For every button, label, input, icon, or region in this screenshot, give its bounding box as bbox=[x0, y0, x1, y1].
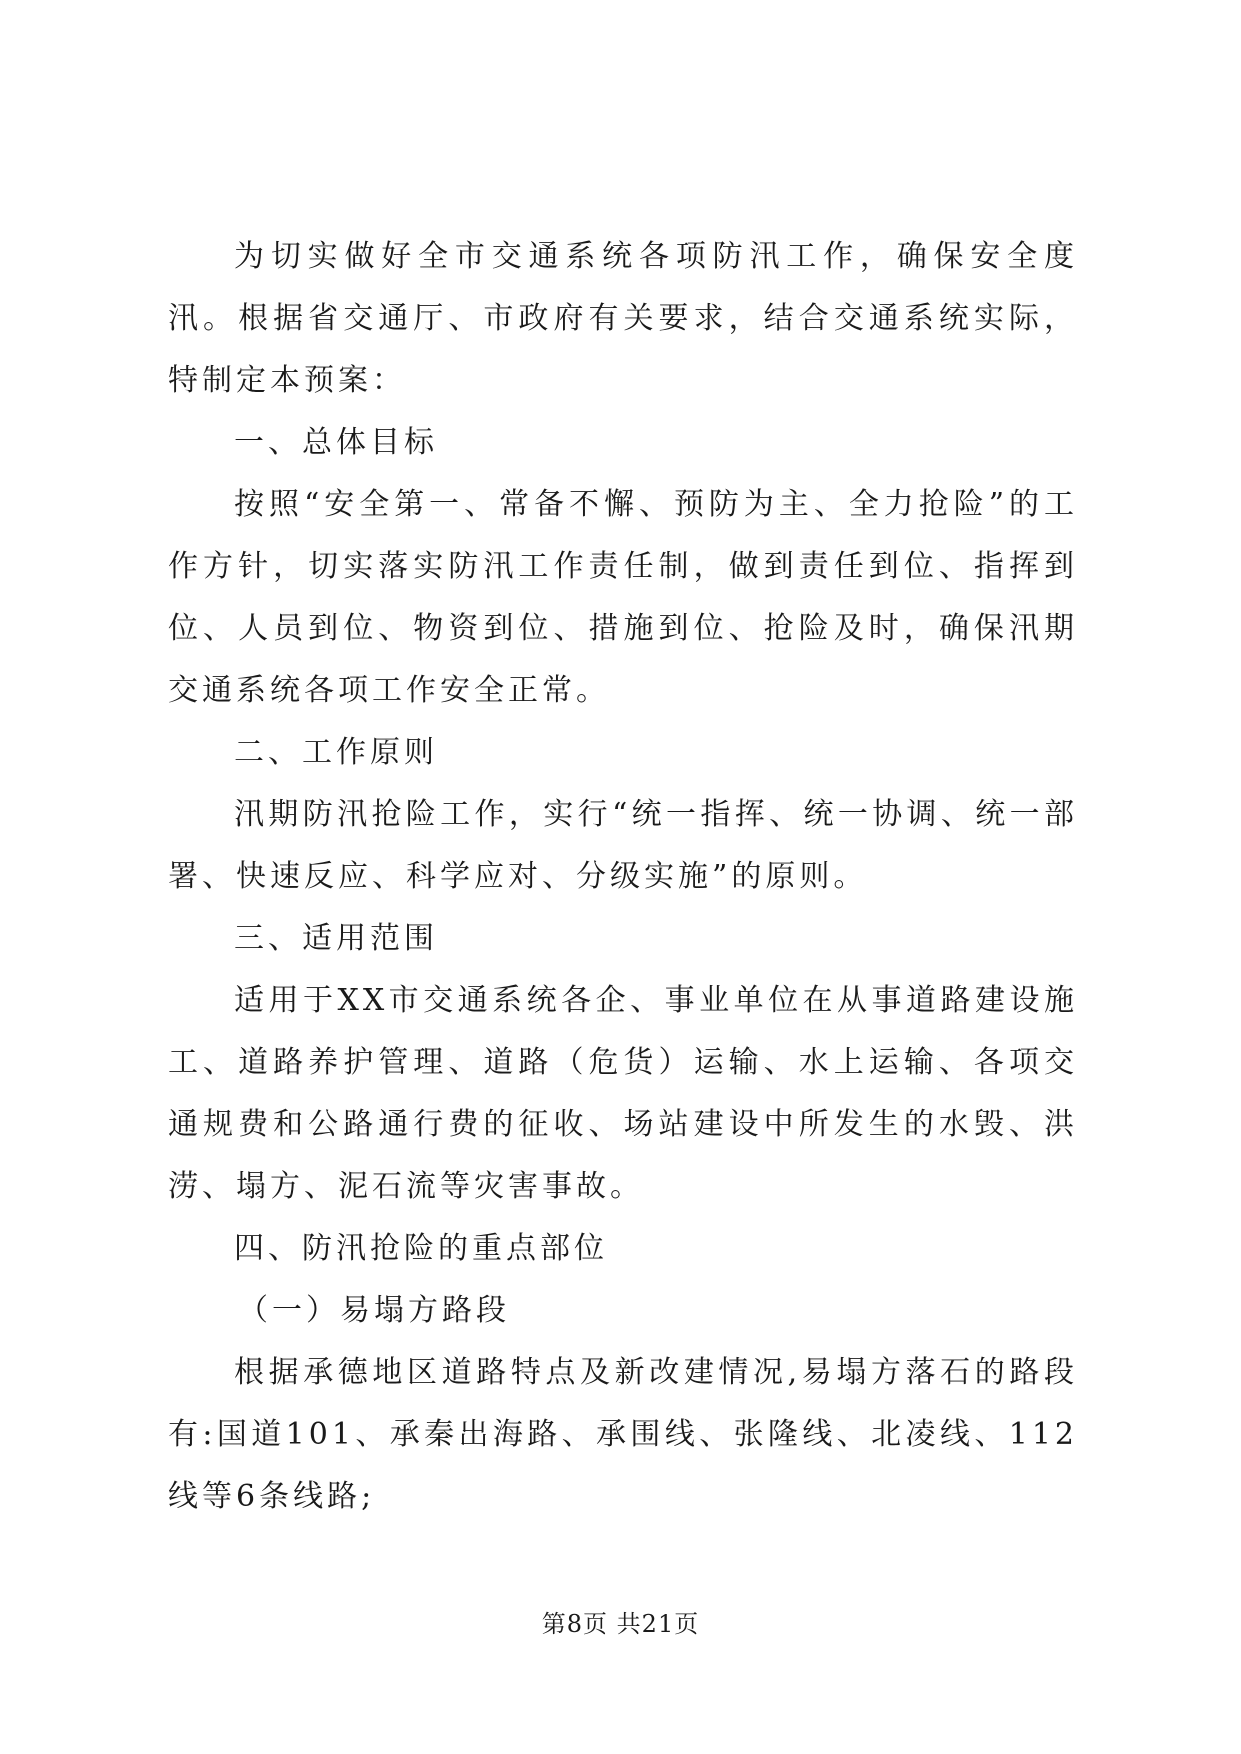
section-1-heading: 一、总体目标 bbox=[234, 425, 438, 460]
section-3-heading: 三、适用范围 bbox=[234, 921, 438, 956]
section-3-paragraph: 适用于XX市交通系统各企、事业单位在从事道路建设施工、道路养护管理、道路（危货）运输、水上运输、各项交通规费和公路通行费的征收、场站建设中所发生的水毁、洪涝、塌方、泥石流等灾害事故。 bbox=[168, 983, 1078, 1204]
document-body bbox=[168, 226, 1078, 1528]
section-4-heading: 四、防汛抢险的重点部位 bbox=[234, 1231, 608, 1266]
page-number-footer: 第8页 共21页 bbox=[541, 1610, 700, 1638]
section-4-1-paragraph: 根据承德地区道路特点及新改建情况,易塌方落石的路段有:国道101、承秦出海路、承围线、张隆线、北凌线、112线等6条线路; bbox=[168, 1355, 1078, 1514]
section-2-paragraph: 汛期防汛抢险工作，实行“统一指挥、统一协调、统一部署、快速反应、科学应对、分级实施”的原则。 bbox=[168, 797, 1078, 894]
section-4-1-heading: （一）易塌方路段 bbox=[238, 1293, 510, 1328]
section-1-paragraph: 按照“安全第一、常备不懈、预防为主、全力抢险”的工作方针，切实落实防汛工作责任制，做到责任到位、指挥到位、人员到位、物资到位、措施到位、抢险及时，确保汛期交通系统各项工作安全正常。 bbox=[168, 487, 1078, 708]
intro-paragraph: 为切实做好全市交通系统各项防汛工作，确保安全度汛。根据省交通厅、市政府有关要求，结合交通系统实际，特制定本预案： bbox=[168, 239, 1078, 398]
section-2-heading: 二、工作原则 bbox=[234, 735, 438, 770]
